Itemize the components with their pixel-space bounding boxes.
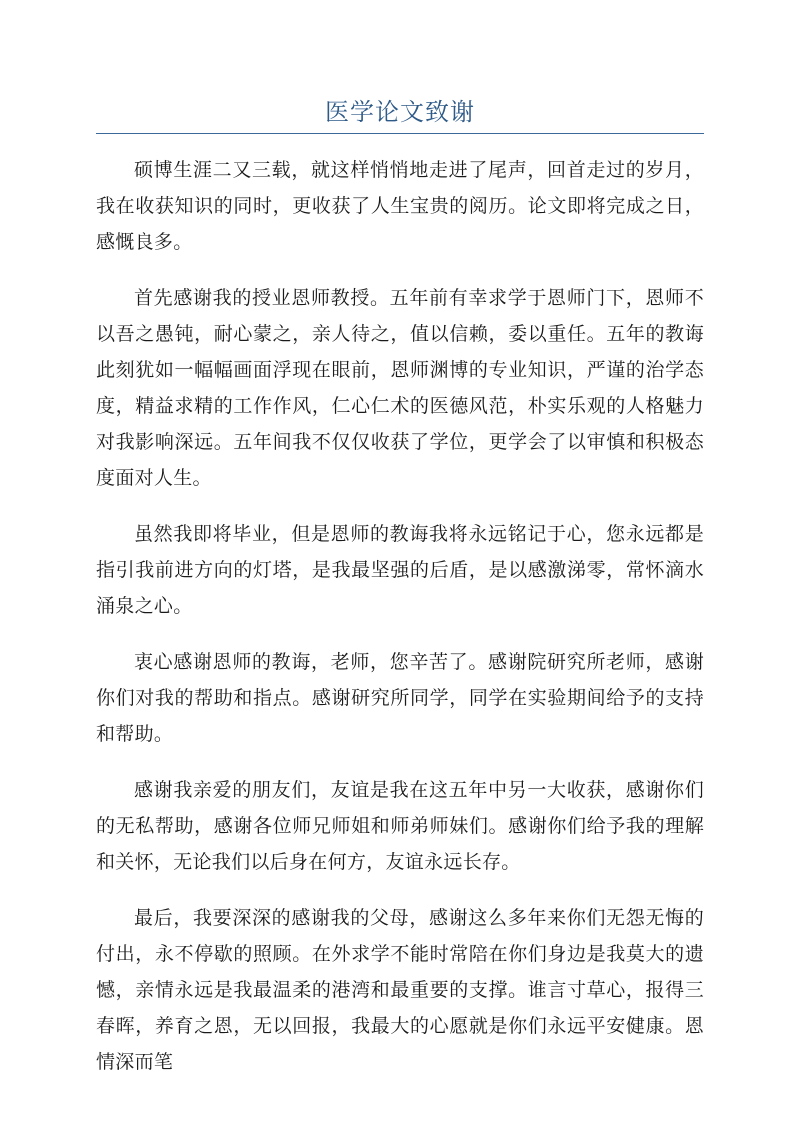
paragraph-intro: 硕博生涯二又三载，就这样悄悄地走进了尾声，回首走过的岁月，我在收获知识的同时，更收获了人生宝贵的阅历。论文即将完成之日，感慨良多。 [96,159,704,253]
paragraph-parents-thanks: 最后，我要深深的感谢我的父母，感谢这么多年来你们无怨无悔的付出，永不停歇的照顾。在外求学不能时常陪在你们身边是我莫大的遗憾，亲情永远是我最温柔的港湾和最重要的支撑。谁言寸草心，报得三春晖，养育之恩，无以回报，我最大的心愿就是你们永远平安健康。恩情深而笔 [96,907,704,1073]
paragraph-lighthouse: 虽然我即将毕业，但是恩师的教诲我将永远铭记于心，您永远都是指引我前进方向的灯塔，是我最坚强的后盾，是以感激涕零，常怀滴水涌泉之心。 [96,523,704,617]
paragraph-friends-thanks: 感谢我亲爱的朋友们，友谊是我在这五年中另一大收获，感谢你们的无私帮助，感谢各位师兄师姐和师弟师妹们。感谢你们给予我的理解和关怀，无论我们以后身在何方，友谊永远长存。 [96,779,704,873]
paragraph-advisor-thanks: 首先感谢我的授业恩师教授。五年前有幸求学于恩师门下，恩师不以吾之愚钝，耐心蒙之，亲人待之，值以信赖，委以重任。五年的教诲此刻犹如一幅幅画面浮现在眼前，恩师渊博的专业知识，严谨的治学态度，精益求精的工作作风，仁心仁术的医德风范，朴实乐观的人格魅力对我影响深远。五年间我不仅仅收获了学位，更学会了以审慎和积极态度面对人生。 [96,287,704,489]
paragraph-institute-thanks: 衷心感谢恩师的教诲，老师，您辛苦了。感谢院研究所老师，感谢你们对我的帮助和指点。感谢研究所同学，同学在实验期间给予的支持和帮助。 [96,651,704,745]
document-title: 医学论文致谢 [325,98,475,126]
title-underline [96,133,704,134]
document-body [96,152,704,1100]
